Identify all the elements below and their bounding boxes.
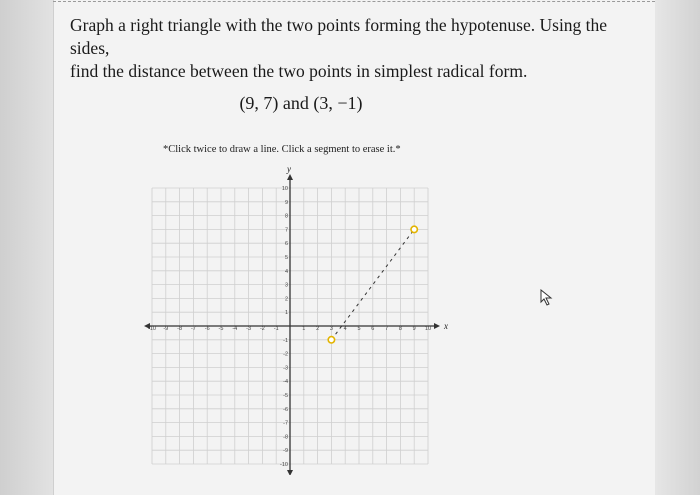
- x-tick-label: -1: [273, 326, 279, 332]
- graph-instruction: *Click twice to draw a line. Click a segment to erase it.*: [163, 144, 401, 155]
- y-axis-down-arrow-icon: [287, 470, 293, 475]
- y-tick-label: -4: [283, 379, 288, 386]
- top-dashed-divider: [53, 1, 655, 2]
- coordinate-graph[interactable]: [140, 160, 450, 475]
- y-tick-label: -1: [283, 337, 288, 344]
- y-tick-label: 6: [284, 241, 288, 248]
- question-line-2: find the distance between the two points in simplest radical form.: [70, 61, 528, 81]
- y-tick-label: 7: [284, 227, 288, 234]
- x-tick-label: -9: [163, 326, 169, 332]
- y-tick-label: -3: [283, 365, 288, 372]
- x-axis-arrow-icon: [434, 323, 440, 329]
- x-tick-label: 9: [412, 326, 416, 332]
- x-tick-label: -8: [177, 326, 183, 332]
- x-tick-label: 7: [385, 326, 389, 332]
- y-tick-label: 4: [284, 268, 288, 275]
- x-tick-label: -2: [259, 326, 265, 332]
- y-tick-label: -10: [280, 462, 288, 468]
- y-tick-label: -5: [283, 393, 288, 399]
- x-tick-label: 3: [329, 326, 333, 332]
- x-tick-label: -10: [148, 326, 156, 332]
- y-tick-label: 5: [284, 255, 288, 261]
- given-points: (9, 7) and (3, −1): [239, 93, 363, 113]
- background-right: [655, 0, 700, 495]
- y-tick-label: -8: [283, 434, 288, 441]
- background-left: [0, 0, 53, 495]
- x-tick-label: 1: [302, 326, 306, 332]
- x-tick-label: 2: [316, 326, 320, 332]
- y-tick-label: 10: [281, 186, 288, 192]
- question-text: [70, 14, 640, 83]
- x-tick-label: 6: [371, 326, 375, 332]
- y-tick-label: 2: [284, 296, 288, 303]
- y-tick-label: -9: [283, 448, 288, 455]
- y-tick-label: -6: [283, 406, 288, 413]
- y-tick-label: 8: [284, 213, 288, 220]
- y-axis-label: y: [287, 164, 291, 174]
- y-axis-arrow-icon: [287, 174, 293, 180]
- x-tick-label: 5: [357, 326, 361, 332]
- x-tick-label: -6: [204, 326, 210, 332]
- plotted-point[interactable]: [411, 226, 417, 232]
- x-tick-label: -4: [232, 326, 238, 332]
- plotted-point[interactable]: [328, 337, 334, 343]
- x-axis-label: x: [444, 321, 448, 331]
- x-tick-label: 10: [424, 326, 432, 332]
- x-tick-label: 4: [343, 326, 347, 332]
- question-line-1: Graph a right triangle with the two points forming the hypotenuse. Using the sides,: [70, 15, 608, 58]
- y-tick-label: 1: [284, 310, 288, 317]
- x-tick-label: -5: [218, 326, 224, 332]
- y-tick-label: -2: [283, 351, 288, 358]
- y-tick-label: 3: [284, 282, 288, 289]
- x-tick-label: -3: [246, 326, 252, 332]
- x-tick-label: 8: [398, 326, 402, 332]
- mouse-cursor-icon: [540, 289, 554, 307]
- y-tick-label: -7: [283, 420, 288, 427]
- y-tick-label: 9: [284, 199, 288, 206]
- axes: [144, 174, 440, 475]
- x-tick-label: -7: [190, 326, 196, 332]
